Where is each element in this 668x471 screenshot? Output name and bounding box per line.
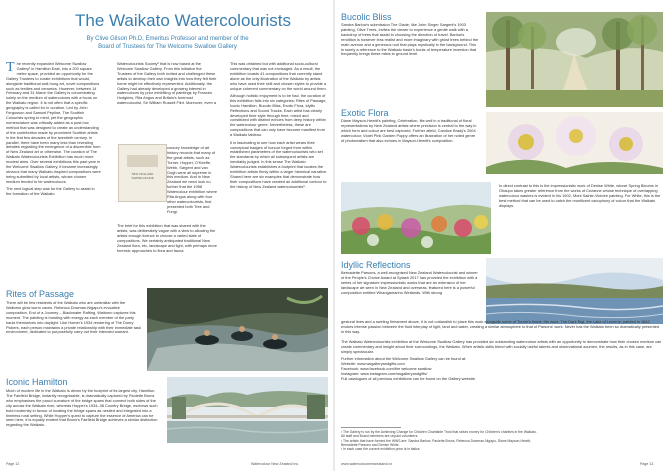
dropcap: T [6, 60, 15, 75]
left-footer-title: Watercolour New Zealand Inc. [251, 462, 300, 466]
idyllic-paragraph-2: gestural lines and a swirling firmament above, it is not outlandish to place this work alongside some of Turner's finest. His work, The Dark Rigi, the Lake of Lucerne, painted in 1842 evokes intense passion between the fluid interplay of light, land and water, creating a similar atmosphere to that of Parsons' work. Never has the Waikato been so dramatically presented in this way. [341, 319, 660, 334]
idyllic-painting [486, 258, 663, 324]
left-page [0, 0, 333, 471]
rites-heading: Rites of Passage [6, 289, 75, 299]
book-cover-line-2: WATERCOLOUR [131, 176, 154, 180]
bucolic-heading: Bucolic Bliss [341, 12, 392, 22]
col3-paragraph-2: Although holistic enjoyment is to be had, the curation of this exhibition falls into six categories; Rites of Passage, Iconic Hamilton, Bucolic Bliss, Exotic Flora, Idyllic Reflections and Sound Tracks. Each artist has clearly developed their style through time, mixed and constituted with distinct echoes from deep history within the watercolour genre. Nevertheless, these are compositions that can only have become manifest from a Waikato tableau. [230, 92, 327, 138]
book-cover-line-1: NEW ZEALAND [131, 172, 154, 176]
exotic-heading: Exotic Flora [341, 108, 389, 118]
col3-paragraph-3: It is fascinating to see how each artist wears their conceptual badges of honour forged from within established parameters of the watercolourists who set the standards by which all subsequent artists are inevitably judged. In this sense The Waikato Watercolourists establishes a footprint that locates the exhibition artists firmly within a larger historical narrative. Shared here are six examples that demonstrate how their compositions have created an additional contour to the history of New Zealand watercolourists³. [230, 139, 328, 189]
col1-paragraph-1: he recently expanded Welcome Swallow Gallery¹ in Hamilton East, into a 200 square metre space, provided an opportunity for the Gallery Trustees to curate exhibitions that would, alongside traditional wall-hung art, novel compositions such as textiles and ceramics. However, between 14 February and 31 March the Gallery is concentrating solely on the medium of watercolours with a focus on the Waikato region. It is not often that a specific geography is called for in curation. Led by John Fergusson and Samuel Pepline, The Scottish Colourists spring to mind, yet the geographic nomenclature was critically added as a post-hoc method that was designed to create an understanding of the contribution made by prominent Scottish artists in the first few decades of the twentieth century. In parallel, there have been many less than revealing debates regarding the emergence of a discernible form of New Zealand art or otherwise. The curation of The Waikato Watercolourists Exhibition has much more modest aims. Over several exhibitions this past year in the Welcome Swallow Gallery, it became increasingly obvious that many Waikato-inspired compositions were being submitted by local artists, whose chosen medium tended to be watercolours. [6, 61, 101, 184]
intro-column-2-wrap [167, 145, 218, 214]
footnote-2: ² The artists that have formed the WWS are: Sandra Barlow, Paulette Bruns, Rebecca Dowman-Nigapu, Diane Mayson-Hewitt, Bernadette Parsons and Denise White. [341, 438, 531, 447]
instagram-link[interactable]: Instagram: www.instagram.com/wsgalleryandgifts/ [341, 370, 428, 376]
iconic-heading: Iconic Hamilton [6, 377, 68, 387]
article-title: The Waikato Watercolourists [75, 11, 292, 30]
rites-paragraph: There will be few residents of the Waikato who are unfamiliar with the Waitomo glow worm caves. Rebecca Dowman-Nigapu's evocative composition, End of a Journey – Blackwater Rafting, Waitomo captures this moment. The painting is bursting with energy as each member of the party hauls themselves into daylight. Like Homer's 1934 rendering of The Dorey Pickers, each person maintains a private relationship with their immediate task environment, dedicated to purposefully carry out their intended warrant. [6, 300, 141, 335]
rites-text [6, 301, 141, 365]
idyllic-text-1 [341, 271, 479, 319]
left-footer-page: Page 12 [6, 462, 20, 466]
closing-section [341, 340, 663, 428]
col2-paragraph-1: Watercolourists Society² that is now based at the Welcome Swallow Gallery. From this initiative the Trustees of the Gallery both invited and challenged these artists to develop their own insights into how they felt their home might be effectively represented. Additionally, the Gallery had already developed a growing interest in watercolours by prior exhibiting of paintings by Frances Hodgkins, Rita Angus and Britain's foremost watercolourist, Sir William Russell Flint. Moreover, even a [117, 61, 217, 106]
rites-painting [147, 288, 328, 371]
exotic-paragraph: Diane Mayson-Hewitt's painting, Celebration, fits well in a traditional of floral representations by New Zealand artists where precision is central to the way in which form and colour are best captured. Further afield, Candice Brady's 2004 watercolour, Violet Pink Garden Poppy offers an illustration of her noted genre of photorealism that also echoes in Mayson-Hewitt's composition. [341, 118, 477, 143]
footnote-1: ¹ The Gallery is run by the Achieving Change for Children Charitable Trust that raises money for Children's charities in the Waikato. All staff and Board members are unpaid volunteers. [341, 430, 537, 439]
footnotes [341, 427, 541, 457]
direct-paragraph: In direct contrast to this is the impressionistic work of Denise White, whose Spring Blooms in Ohaupo takes greater reference from the works of Cezanne whose technique of overlapping watercolour washes is evident in his 1902, Mont Sainte-Victoire painting. For White, this is the best method that can be used to catch the munificent cacophony of colour that the Waikato displays. [499, 183, 661, 208]
byline [40, 36, 295, 51]
col1-paragraph-2: The next logical step was for the Gallery to assist in the formation of the Waikato [6, 186, 95, 197]
col2-paragraph-1b: cursory knowledge of art history records that many of the great artists, such as Turner, Hopper, O'Keeffe, Webb, Sargent and van Gogh were all supreme in this medium. And in New Zealand we need look no further that the 1958 Watercolour exhibition where Rita Angus along with four other watercolourists, first presented both Tree and Fungi. [167, 145, 218, 214]
col3-paragraph-1: This was obtained but with additional socio-cultural commentary that was not envisaged. As a result, the exhibition boasts 41 compositions that currently stand alone as the only illustration of the Waikato by artists who have used their skill and chosen styles to provide a unique coherent commentary on the world around them. [230, 61, 327, 91]
intro-column-3 [230, 62, 328, 284]
bucolic-paragraph: Sandra Barlow's submission The Glade, like John Singer Sargent's 1903 painting, Olive Trees, invites the viewer to experience a gentle walk with a backdrop of trees that assist in choosing the direction of travel. Barlow's rendition is however less realist and more imaginary with ghost trees behind the main avenue and a generous nod that plays mystically in the background. This is surely a reference to the Waikato basin's bouts of temperature inversion that frequently brings these mists to ground level. [341, 22, 479, 57]
intro-column-2-bottom [117, 224, 217, 286]
right-page [335, 0, 668, 471]
right-footer-url: www.watercolournewzealand.nz [341, 462, 393, 466]
spring-blooms-painting [341, 182, 491, 254]
iconic-paragraph: Much of modern life in the Waikato is driven by the footprint of its largest city, Hamilton. The Fairfield Bridge, instantly recognisable, is dramatically captured by Paulette Bruns who emphasises the proud curvature of the bridge spans that connect both sides of the city across the Waikato river, whereas Hopper's 1934–38 Country Bridge, eschews such bold modernity in favour of locating the bridge spans as nestled and integrated into a timeless rural setting. While Hopper's quest to capture the essence of America can be seen here, it is equally evident that Bruns's Fairfield Bridge achieves a similar distinction regarding the Waikato. [6, 388, 158, 428]
footnote-3: ³ In each case the current exhibition price is in italics. [341, 447, 421, 452]
closing-paragraph-3: Full catalogues of all previous exhibitions can be found on the Gallery website. [341, 375, 476, 381]
bucolic-painting [486, 12, 663, 107]
iconic-text-bottom [6, 434, 328, 452]
right-footer-page: Page 13 [640, 462, 654, 466]
closing-paragraph-2: Further information about the Welcome Swallow Gallery can be found at: [341, 356, 467, 362]
facebook-link[interactable]: Facebook: www.facebook.com/the welcome swallow [341, 366, 432, 372]
exotic-text [341, 119, 479, 179]
bucolic-text [341, 23, 479, 95]
website-link[interactable]: Website: www.wsgalleryandgifts.com [341, 361, 405, 367]
iconic-text-top [6, 389, 162, 439]
intro-column-1 [6, 62, 101, 284]
byline-line-1: By Clive Gilson Ph.D, Emeritus Professor and member of the [86, 36, 249, 42]
byline-line-2: Board of Trustees for The Welcome Swallow Gallery [98, 43, 237, 50]
closing-paragraph-1: The Waikato Watercolourists exhibition at the Welcome Swallow Gallery has provided six outstanding watercolour artists with an opportunity to demonstrate how their chosen medium can create commentary and insight about their surroundings, the Waikato. When artistic skills blend with socially useful talents and observational acumen, the results, as in this case, are simply spectacular. [341, 339, 662, 354]
book-cover-image [118, 144, 167, 202]
idyllic-paragraph-1: Bernadette Parsons, a well-recognised New Zealand Watercolourist and winner of the People's Choice Award at Splash 2017 has provided the exhibition with a series of her signature impressionistic works that are an extension of her landscape art seen in New Zealand and overseas, featured here is a powerful composition entitled Whangamarino Wetlands. With strong [341, 270, 478, 295]
col2-paragraph-2: The brief for this exhibition that was shared with the artists, was deliberately vague with a view to allowing the artists enough licence to choose a varied slate of compositions. We certainly anticipated traditional New Zealand flora, etc, landscape and light, with perhaps more forensic approaches to flora and fauna. [117, 223, 217, 253]
exotic-painting [486, 112, 663, 174]
idyllic-text-2 [341, 320, 663, 336]
idyllic-heading: Idyllic Reflections [341, 260, 411, 270]
book-cover-illustration [127, 155, 158, 167]
direct-text [499, 184, 663, 254]
footnote-rule [341, 427, 401, 428]
intro-column-2-top [117, 62, 217, 146]
